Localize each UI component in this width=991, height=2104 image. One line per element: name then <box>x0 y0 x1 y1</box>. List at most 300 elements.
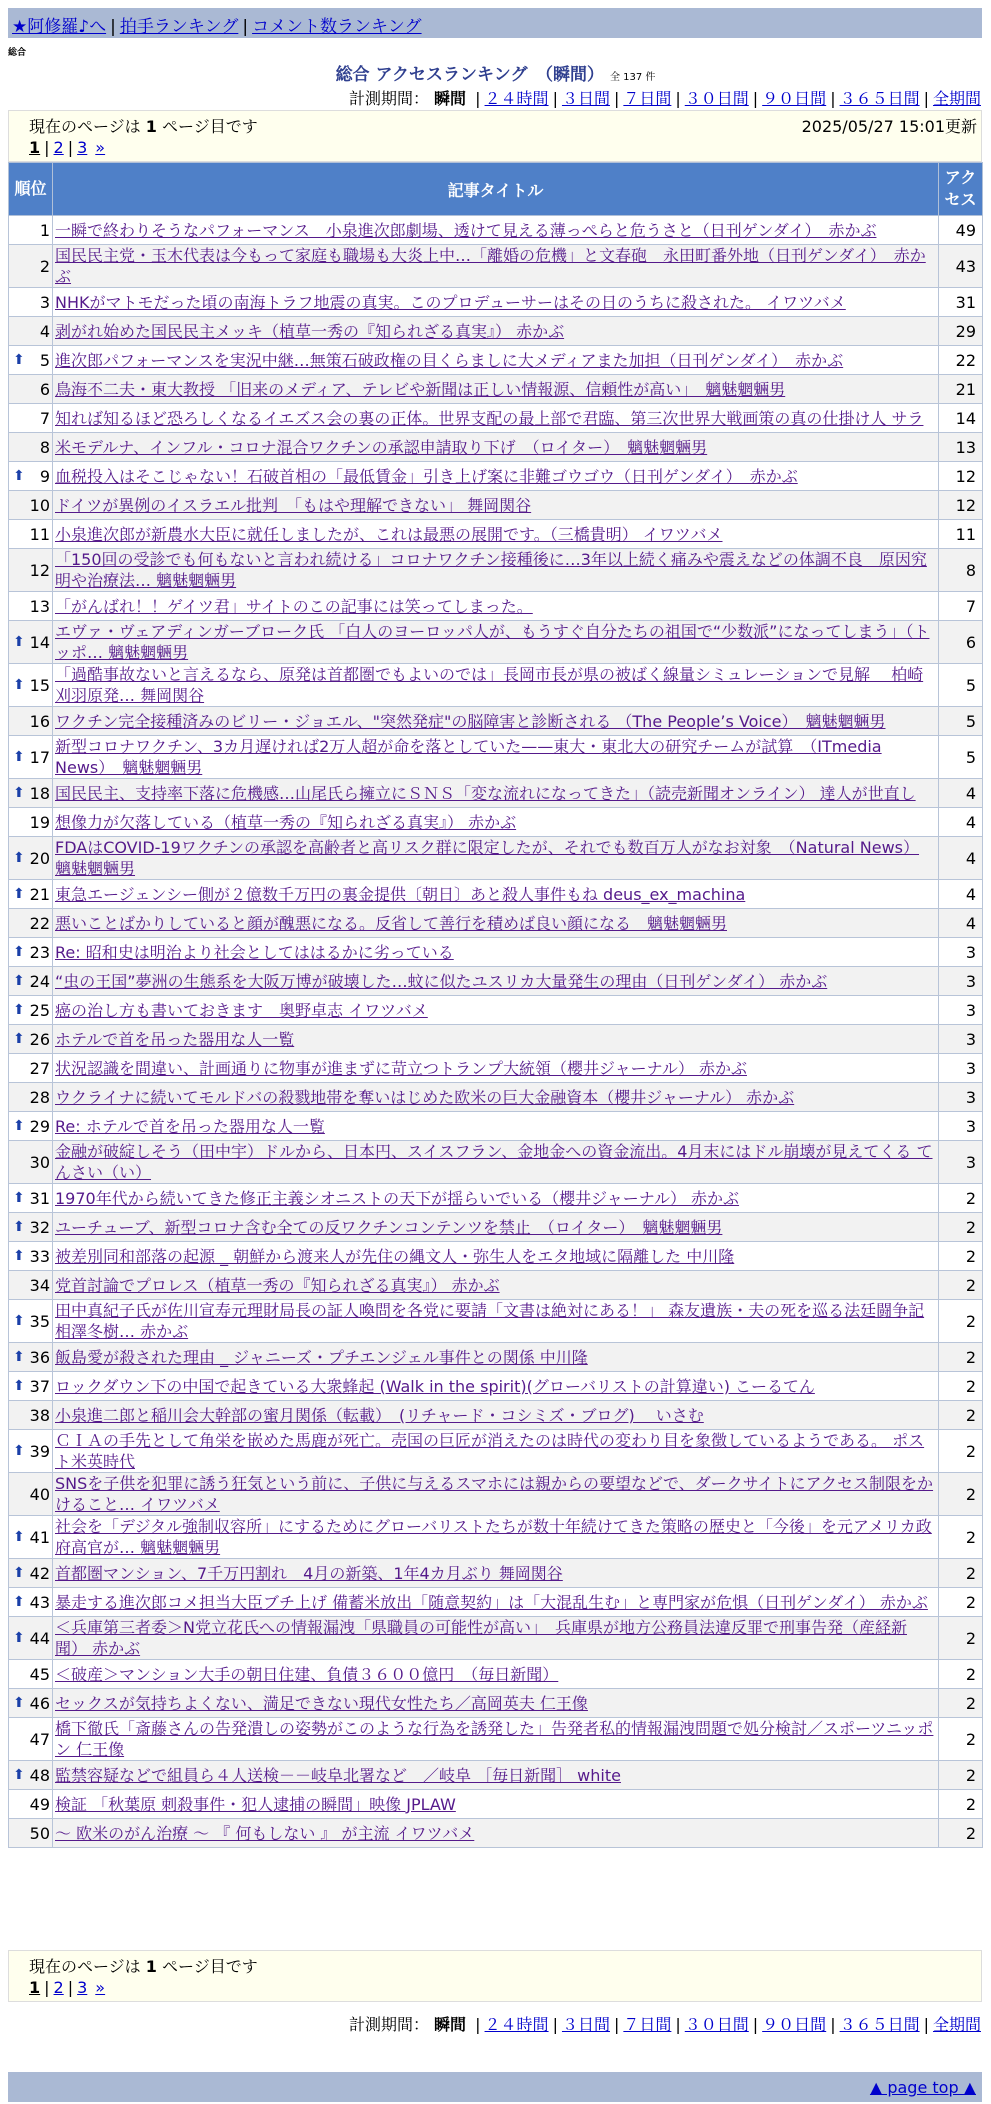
period-link[interactable]: ３６５日間 <box>839 2015 920 2034</box>
period-current: 瞬間 <box>434 2015 467 2034</box>
rank-cell <box>9 1819 53 1848</box>
page-title-text: 総合 アクセスランキング （瞬間） <box>335 65 604 85</box>
rank-number: 18 <box>29 783 50 803</box>
period-link[interactable]: ３０日間 <box>684 89 749 108</box>
table-row <box>9 317 983 346</box>
article-title-link[interactable]: 「がんばれ！！ゲイツ君」サイトのこの記事には笑ってしまった。 <box>55 596 533 616</box>
rank-number: 39 <box>29 1441 50 1461</box>
period-separator: | <box>923 89 929 108</box>
access-count: 29 <box>939 317 983 346</box>
title-cell <box>53 909 939 938</box>
rank-cell <box>9 346 53 375</box>
up-arrow-icon: ⬆ <box>13 1766 25 1783</box>
access-count: 4 <box>939 909 983 938</box>
rank-cell <box>9 996 53 1025</box>
title-cell <box>53 880 939 909</box>
access-count: 31 <box>939 288 983 317</box>
period-separator: | <box>552 2015 558 2034</box>
access-count: 3 <box>939 967 983 996</box>
period-separator: | <box>613 89 620 108</box>
title-cell <box>53 1372 939 1401</box>
access-count: 2 <box>939 1300 983 1343</box>
access-count: 11 <box>939 520 983 549</box>
up-arrow-icon: ⬆ <box>13 849 25 866</box>
access-count: 3 <box>939 1083 983 1112</box>
rank-number: 32 <box>29 1217 50 1237</box>
table-row <box>9 938 983 967</box>
up-arrow-icon: ⬆ <box>13 1030 25 1047</box>
access-count: 13 <box>939 433 983 462</box>
period-current: 瞬間 <box>434 89 467 108</box>
access-count: 2 <box>939 1588 983 1617</box>
title-cell <box>53 1054 939 1083</box>
table-row <box>9 1761 983 1790</box>
access-count: 4 <box>939 837 983 880</box>
period-separator: | <box>830 89 836 108</box>
article-title-link[interactable]: ウクライナに続いてモルドバの殺戮地帯を奪いはじめた欧米の巨大金融資本（櫻井ジャーナル） 赤かぶ <box>55 1087 795 1107</box>
article-title-link[interactable]: 悪いことばかりしていると顔が醜悪になる。反省して善行を積めば良い顔になる 魑魅魍魎男 <box>55 913 728 933</box>
rank-cell <box>9 404 53 433</box>
rank-cell <box>9 1184 53 1213</box>
period-links <box>471 2015 981 2034</box>
period-selector-bottom <box>349 2012 981 2035</box>
article-title-link[interactable]: 被差別同和部落の起源 _ 朝鮮から渡来人が先住の縄文人・弥生人をエタ地域に隔離した 中川隆 <box>55 1246 735 1266</box>
table-row <box>9 404 983 433</box>
rank-cell <box>9 491 53 520</box>
table-row <box>9 621 983 664</box>
rank-number: 45 <box>29 1664 50 1684</box>
title-cell <box>53 491 939 520</box>
up-arrow-icon: ⬆ <box>13 1117 25 1134</box>
up-arrow-icon: ⬆ <box>13 943 25 960</box>
access-count: 2 <box>939 1372 983 1401</box>
title-cell <box>53 317 939 346</box>
item-count: 全 137 件 <box>609 72 656 83</box>
rank-number: 23 <box>29 942 50 962</box>
title-cell <box>53 1617 939 1660</box>
rank-number: 29 <box>29 1116 50 1136</box>
up-arrow-icon: ⬆ <box>13 1348 25 1365</box>
article-title-link[interactable]: 国民民主、支持率下落に危機感…山尾氏ら擁立にＳＮＳ「変な流れになってきた」（読売新聞オンライン） 達人が世直し <box>55 783 916 803</box>
title-cell <box>53 1761 939 1790</box>
period-label: 計測期間： <box>348 89 429 108</box>
up-arrow-icon: ⬆ <box>13 1593 25 1610</box>
up-arrow-icon: ⬆ <box>13 885 25 902</box>
table-row <box>9 1271 983 1300</box>
title-cell <box>53 520 939 549</box>
article-title-link[interactable]: 知れば知るほど恐ろしくなるイエズス会の裏の正体。世界支配の最上部で君臨、第三次世界大戦画策の真の仕掛け人 サラ <box>55 408 924 428</box>
title-cell <box>53 1516 939 1559</box>
rank-number: 35 <box>29 1311 50 1331</box>
article-title-link[interactable]: ＜破産＞マンション大手の朝日住建、負債３６００億円 （毎日新聞） <box>55 1664 559 1684</box>
rank-number: 19 <box>29 812 50 832</box>
table-row <box>9 1025 983 1054</box>
title-cell <box>53 1213 939 1242</box>
table-row <box>9 216 983 245</box>
rank-number: 37 <box>29 1376 50 1396</box>
rank-cell <box>9 1617 53 1660</box>
title-cell <box>53 808 939 837</box>
rank-cell <box>9 1401 53 1430</box>
access-count: 2 <box>939 1790 983 1819</box>
rank-number: 8 <box>39 437 50 457</box>
up-arrow-icon: ⬆ <box>13 1629 25 1646</box>
page-top-link[interactable]: ▲ page top ▲ <box>869 2078 976 2097</box>
article-title-link[interactable]: 党首討論でプロレス（植草一秀の『知られざる真実』） 赤かぶ <box>55 1275 500 1295</box>
table-row <box>9 520 983 549</box>
title-cell <box>53 1083 939 1112</box>
rank-number: 22 <box>29 913 50 933</box>
rank-cell <box>9 1112 53 1141</box>
article-title-link[interactable]: ロックダウン下の中国で起きている大衆蜂起 (Walk in the spirit)(グローバリストの計算違い) こーるてん <box>55 1376 815 1396</box>
rank-number: 44 <box>29 1628 50 1648</box>
table-row <box>9 664 983 707</box>
rank-number: 34 <box>29 1275 50 1295</box>
rank-number: 17 <box>29 747 50 767</box>
article-title-link[interactable]: ＜兵庫第三者委＞N党立花氏への情報漏洩「県職員の可能性が高い」 兵庫県が地方公務員法違反罪で刑事告発（産経新聞） 赤かぶ <box>55 1618 907 1658</box>
rank-cell <box>9 245 53 288</box>
title-cell <box>53 462 939 491</box>
rank-number: 30 <box>29 1152 50 1172</box>
nav-separator: | <box>242 17 249 37</box>
article-title-link[interactable]: 橋下徹氏「斎藤さんの告発潰しの姿勢がこのような行為を誘発した」告発者私的情報漏洩問題で処分検討／スポーツニッポン 仁王像 <box>55 1719 934 1759</box>
rank-number: 21 <box>29 884 50 904</box>
period-separator: | <box>675 2015 681 2034</box>
article-title-link[interactable]: 東急エージェンシー側が２億数千万円の裏金提供〔朝日〕あと殺人事件もね deus_ex_machina <box>55 884 746 904</box>
article-title-link[interactable]: 鳥海不二夫・東大教授 「旧来のメディア、テレビや新聞は正しい情報源、信頼性が高い」 魑魅魍魎男 <box>55 379 786 399</box>
table-row <box>9 375 983 404</box>
up-arrow-icon: ⬆ <box>13 1564 25 1581</box>
title-cell <box>53 1343 939 1372</box>
up-arrow-icon: ⬆ <box>13 1694 25 1711</box>
title-cell <box>53 1430 939 1473</box>
article-title-link[interactable]: ＣＩＡの手先として角栄を嵌めた馬鹿が死亡。売国の巨匠が消えたのは時代の変わり目を象徴しているようである。 ポスト米英時代 <box>55 1431 925 1471</box>
title-cell <box>53 664 939 707</box>
rank-number: 33 <box>29 1246 50 1266</box>
up-arrow-icon: ⬆ <box>13 1442 25 1459</box>
period-selector <box>349 86 981 109</box>
access-count: 3 <box>939 1141 983 1184</box>
rank-number: 42 <box>29 1563 50 1583</box>
article-title-link[interactable]: FDAはCOVID-19ワクチンの承認を高齢者と高リスク群に限定したが、それでも数百万人がなお対象 （Natural News） 魑魅魍魎男 <box>55 838 920 878</box>
up-arrow-icon: ⬆ <box>13 1377 25 1394</box>
rank-cell <box>9 317 53 346</box>
rank-cell <box>9 1213 53 1242</box>
rank-cell <box>9 967 53 996</box>
up-arrow-icon: ⬆ <box>13 1001 25 1018</box>
article-title-link[interactable]: ホテルで首を吊った器用な人一覧 <box>55 1029 295 1049</box>
page-info-bottom <box>8 1950 982 2002</box>
period-link[interactable]: ３６５日間 <box>839 89 920 108</box>
rank-cell <box>9 1588 53 1617</box>
rank-number: 16 <box>29 711 50 731</box>
title-cell <box>53 1559 939 1588</box>
title-cell <box>53 346 939 375</box>
article-title-link[interactable]: Re: ホテルで首を吊った器用な人一覧 <box>55 1116 325 1136</box>
article-title-link[interactable]: 検証 「秋葉原 刺殺事件・犯人逮捕の瞬間」映像 JPLAW <box>55 1794 456 1814</box>
article-title-link[interactable]: 暴走する進次郎コメ担当大臣ブチ上げ 備蓄米放出「随意契約」は「大混乱生む」と専門家が危惧（日刊ゲンダイ） 赤かぶ <box>55 1592 928 1612</box>
title-cell <box>53 938 939 967</box>
title-cell <box>53 736 939 779</box>
article-title-link[interactable]: 1970年代から続いてきた修正主義シオニストの天下が揺らいでいる（櫻井ジャーナル） 赤かぶ <box>55 1188 740 1208</box>
period-separator: | <box>475 89 481 108</box>
next-page-link[interactable]: » <box>95 138 106 157</box>
rank-number: 28 <box>29 1087 50 1107</box>
rank-number: 14 <box>29 632 50 652</box>
article-title-link[interactable]: ワクチン完全接種済みのビリー・ジョエル、"突然発症"の脳障害と診断される （The People’s Voice） 魑魅魍魎男 <box>55 711 886 731</box>
rank-number: 20 <box>29 848 50 868</box>
rank-cell <box>9 1054 53 1083</box>
page-text-prefix: 現在のページは <box>29 1957 141 1976</box>
article-title-link[interactable]: 小泉進二郎と稲川会大幹部の蜜月関係（転載） (リチャード・コシミズ・ブログ) いさむ <box>55 1405 704 1425</box>
article-title-link[interactable]: 米モデルナ、インフル・コロナ混合ワクチンの承認申請取り下げ （ロイター） 魑魅魍魎男 <box>55 437 708 457</box>
rank-number: 13 <box>29 596 50 616</box>
rank-cell <box>9 880 53 909</box>
period-link[interactable]: ９０日間 <box>762 89 827 108</box>
rank-number: 26 <box>29 1029 50 1049</box>
rank-number: 4 <box>39 321 50 341</box>
rank-number: 41 <box>29 1527 50 1547</box>
rank-number: 5 <box>39 350 50 370</box>
access-count: 2 <box>939 1718 983 1761</box>
access-count: 43 <box>939 245 983 288</box>
rank-cell <box>9 1473 53 1516</box>
title-cell <box>53 288 939 317</box>
page-link[interactable]: 3 <box>77 1978 88 1997</box>
up-arrow-icon: ⬆ <box>13 633 25 650</box>
period-link[interactable]: ２４時間 <box>484 89 549 108</box>
title-cell <box>53 375 939 404</box>
rank-number: 15 <box>29 675 50 695</box>
article-title-link[interactable]: 飯島愛が殺された理由 _ ジャニーズ・プチエンジェル事件との関係 中川隆 <box>55 1347 588 1367</box>
article-title-link[interactable]: 一瞬で終わりそうなパフォーマンス 小泉進次郎劇場、透けて見える薄っぺらと危うさと（日刊ゲンダイ） 赤かぶ <box>55 220 877 240</box>
col-rank-header: 順位 <box>9 163 53 216</box>
rank-number: 48 <box>29 1765 50 1785</box>
period-link[interactable]: ７日間 <box>623 89 672 108</box>
article-title-link[interactable]: Re: 昭和史は明治より社会としてははるかに劣っている <box>55 942 454 962</box>
period-link[interactable]: ３日間 <box>561 89 610 108</box>
rank-number: 49 <box>29 1794 50 1814</box>
rank-cell <box>9 938 53 967</box>
table-row <box>9 491 983 520</box>
article-title-link[interactable]: ユーチューブ、新型コロナ含む全ての反ワクチンコンテンツを禁止 （ロイター） 魑魅魍魎男 <box>55 1217 723 1237</box>
table-row <box>9 346 983 375</box>
updated-timestamp: 2025/05/27 15:01更新 <box>801 117 977 136</box>
access-count: 2 <box>939 1242 983 1271</box>
table-row <box>9 1559 983 1588</box>
article-title-link[interactable]: 進次郎パフォーマンスを実況中継…無策石破政権の目くらましに大メディアまた加担（日刊ゲンダイ） 赤かぶ <box>55 350 844 370</box>
article-title-link[interactable]: ～ 欧米のがん治療 ～ 『 何もしない 』 が主流 イワツバメ <box>55 1823 475 1843</box>
access-count: 2 <box>939 1660 983 1689</box>
current-page-text <box>29 114 258 137</box>
page-link[interactable]: 2 <box>53 138 64 157</box>
access-count: 4 <box>939 779 983 808</box>
access-count: 8 <box>939 549 983 592</box>
access-count: 2 <box>939 1559 983 1588</box>
title-cell <box>53 621 939 664</box>
page-num: 1 <box>145 1957 157 1976</box>
article-title-link[interactable]: 社会を「デジタル強制収容所」にするためにグローバリストたちが数十年続けてきた策略の歴史と「今後」を元アメリカ政府高官が… 魑魅魍魎男 <box>55 1517 932 1557</box>
article-title-link[interactable]: 首都圏マンション、7千万円割れ 4月の新築、1年4カ月ぶり 舞岡関谷 <box>55 1563 563 1583</box>
up-arrow-icon: ⬆ <box>13 748 25 765</box>
title-cell <box>53 1184 939 1213</box>
access-count: 7 <box>939 592 983 621</box>
rank-cell <box>9 621 53 664</box>
article-title-link[interactable]: エヴァ・ヴェアディンガーブローク氏 「白人のヨーロッパ人が、もうすぐ自分たちの祖国で“少数派”になってしまう」（トッポ… 魑魅魍魎男 <box>55 622 930 662</box>
period-link[interactable]: ３日間 <box>561 2015 610 2034</box>
table-row <box>9 1401 983 1430</box>
table-row <box>9 549 983 592</box>
access-count: 22 <box>939 346 983 375</box>
up-arrow-icon: ⬆ <box>13 1312 25 1329</box>
pagination <box>29 138 105 157</box>
title-cell <box>53 996 939 1025</box>
home-link[interactable]: ★阿修羅♪へ <box>12 17 107 37</box>
rank-cell <box>9 462 53 491</box>
access-count: 3 <box>939 996 983 1025</box>
table-row <box>9 288 983 317</box>
article-title-link[interactable]: ドイツが異例のイスラエル批判 「もはや理解できない」 舞岡関谷 <box>55 495 532 515</box>
article-title-link[interactable]: “虫の王国”夢洲の生態系を大阪万博が破壊した…蚊に似たユスリカ大量発生の理由（日刊ゲンダイ） 赤かぶ <box>55 971 828 991</box>
article-title-link[interactable]: 血税投入はそこじゃない！石破首相の「最低賃金」引き上げ案に非難ゴウゴウ（日刊ゲンダイ） 赤かぶ <box>55 466 798 486</box>
rank-cell <box>9 779 53 808</box>
table-row <box>9 1372 983 1401</box>
title-cell <box>53 1300 939 1343</box>
rank-number: 9 <box>39 466 50 486</box>
access-count: 2 <box>939 1473 983 1516</box>
article-title-link[interactable]: 国民民主党・玉木代表は今もって家庭も職場も大炎上中…「離婚の危機」と文春砲 永田町番外地（日刊ゲンダイ） 赤かぶ <box>55 246 926 286</box>
article-title-link[interactable]: 監禁容疑などで組員ら４人送検－－岐阜北署など ／岐阜 ［毎日新聞］ white <box>55 1765 621 1785</box>
article-title-link[interactable]: SNSを子供を犯罪に誘う狂気という前に、子供に与えるスマホには親からの要望などで、ダークサイトにアクセス制限をかけること… イワツバメ <box>55 1474 934 1514</box>
access-count: 3 <box>939 1025 983 1054</box>
title-cell <box>53 549 939 592</box>
rank-number: 25 <box>29 1000 50 1020</box>
period-link[interactable]: ３０日間 <box>684 2015 749 2034</box>
page-text-prefix: 現在のページは <box>29 117 141 136</box>
access-count: 2 <box>939 1819 983 1848</box>
rank-number: 46 <box>29 1693 50 1713</box>
table-row <box>9 808 983 837</box>
period-label: 計測期間： <box>348 2015 429 2034</box>
rank-cell <box>9 1660 53 1689</box>
period-link[interactable]: ９０日間 <box>762 2015 827 2034</box>
article-title-link[interactable]: 小泉進次郎が新農水大臣に就任しましたが、これは最悪の展開です。（三橋貴明） イワツバメ <box>55 524 723 544</box>
article-title-link[interactable]: 剥がれ始めた国民民主メッキ（植草一秀の『知られざる真実』） 赤かぶ <box>55 321 565 341</box>
access-count: 5 <box>939 736 983 779</box>
rank-cell <box>9 664 53 707</box>
article-title-link[interactable]: 金融が破綻しそう（田中宇）ドルから、日本円、スイスフラン、金地金への資金流出。4月末にはドル崩壊が見えてくる てんさい（い） <box>55 1142 933 1182</box>
up-arrow-icon: ⬆ <box>13 972 25 989</box>
page-link-current: 1 <box>29 138 41 157</box>
rank-number: 3 <box>39 292 50 312</box>
rank-cell <box>9 1300 53 1343</box>
up-arrow-icon: ⬆ <box>13 1247 25 1264</box>
article-title-link[interactable]: 状況認識を間違い、計画通りに物事が進まずに苛立つトランプ大統領（櫻井ジャーナル） 赤かぶ <box>55 1058 747 1078</box>
article-title-link[interactable]: 「150回の受診でも何もないと言われ続ける」コロナワクチン接種後に…3年以上続く痛みや震えなどの体調不良 原因究明や治療法… 魑魅魍魎男 <box>55 550 927 590</box>
article-title-link[interactable]: 想像力が欠落している（植草一秀の『知られざる真実』） 赤かぶ <box>55 812 517 832</box>
rank-number: 12 <box>29 560 50 580</box>
access-count: 3 <box>939 938 983 967</box>
rank-cell <box>9 1516 53 1559</box>
table-row <box>9 1790 983 1819</box>
page-link[interactable]: 3 <box>77 138 88 157</box>
table-row <box>9 837 983 880</box>
rank-cell <box>9 837 53 880</box>
page-separator: | <box>44 1978 50 1997</box>
nav-separator: | <box>110 17 116 37</box>
article-title-link[interactable]: NHKがマトモだった頃の南海トラフ地震の真実。このプロデューサーはその日のうちに殺された。 イワツバメ <box>55 292 846 312</box>
title-cell <box>53 967 939 996</box>
access-count: 2 <box>939 1689 983 1718</box>
table-row <box>9 1054 983 1083</box>
article-title-link[interactable]: 「過酷事故ないと言えるなら、原発は首都圏でもよいのでは」長岡市長が県の被ばく線量シミュレーションで見解 柏崎刈羽原発… 舞岡関谷 <box>55 665 924 705</box>
article-title-link[interactable]: 癌の治し方も書いておきます 奥野卓志 イワツバメ <box>55 1000 428 1020</box>
rank-cell <box>9 216 53 245</box>
table-row <box>9 1660 983 1689</box>
access-count: 2 <box>939 1401 983 1430</box>
rank-cell <box>9 1689 53 1718</box>
table-row <box>9 1473 983 1516</box>
next-page-link[interactable]: » <box>95 1978 106 1997</box>
title-cell <box>53 216 939 245</box>
rank-number: 47 <box>29 1729 50 1749</box>
title-cell <box>53 1718 939 1761</box>
page-link[interactable]: 2 <box>53 1978 64 1997</box>
rank-number: 43 <box>29 1592 50 1612</box>
period-link[interactable]: ２４時間 <box>484 2015 549 2034</box>
page-separator: | <box>67 138 74 157</box>
comment-ranking-link[interactable]: コメント数ランキング <box>252 17 422 37</box>
rank-cell <box>9 288 53 317</box>
period-separator: | <box>552 89 558 108</box>
article-title-link[interactable]: 田中真紀子氏が佐川宣寿元理財局長の証人喚問を各党に要請「文書は絶対にある！」 森友遺族・夫の死を巡る法廷闘争記 相澤冬樹… 赤かぶ <box>55 1301 925 1341</box>
access-count: 6 <box>939 621 983 664</box>
period-link[interactable]: 全期間 <box>932 2015 981 2034</box>
access-count: 49 <box>939 216 983 245</box>
access-count: 2 <box>939 1271 983 1300</box>
title-cell <box>53 592 939 621</box>
access-count: 2 <box>939 1617 983 1660</box>
period-separator: | <box>675 89 681 108</box>
up-arrow-icon: ⬆ <box>13 784 25 801</box>
title-cell <box>53 1588 939 1617</box>
rank-cell <box>9 1242 53 1271</box>
clap-ranking-link[interactable]: 拍手ランキング <box>119 17 239 37</box>
rank-cell <box>9 707 53 736</box>
table-row <box>9 1516 983 1559</box>
up-arrow-icon: ⬆ <box>13 1189 25 1206</box>
article-title-link[interactable]: セックスが気持ちよくない、満足できない現代女性たち／高岡英夫 仁王像 <box>55 1693 588 1713</box>
period-link[interactable]: 全期間 <box>932 89 981 108</box>
period-link[interactable]: ７日間 <box>623 2015 672 2034</box>
rank-number: 11 <box>29 524 50 544</box>
col-access-header: アクセス <box>939 163 983 216</box>
rank-number: 24 <box>29 971 50 991</box>
page-link-current: 1 <box>29 1978 41 1997</box>
access-count: 2 <box>939 1761 983 1790</box>
table-row <box>9 1819 983 1848</box>
table-row <box>9 707 983 736</box>
title-cell <box>53 1790 939 1819</box>
page-text-suffix: ページ目です <box>162 1957 258 1976</box>
rank-cell <box>9 1083 53 1112</box>
article-title-link[interactable]: 新型コロナワクチン、3カ月遅ければ2万人超が命を落としていた——東大・東北大の研究チームが試算 （ITmedia News） 魑魅魍魎男 <box>55 737 882 777</box>
table-row <box>9 1242 983 1271</box>
table-row <box>9 1112 983 1141</box>
rank-cell <box>9 1141 53 1184</box>
title-cell <box>53 1819 939 1848</box>
rank-number: 7 <box>39 408 50 428</box>
